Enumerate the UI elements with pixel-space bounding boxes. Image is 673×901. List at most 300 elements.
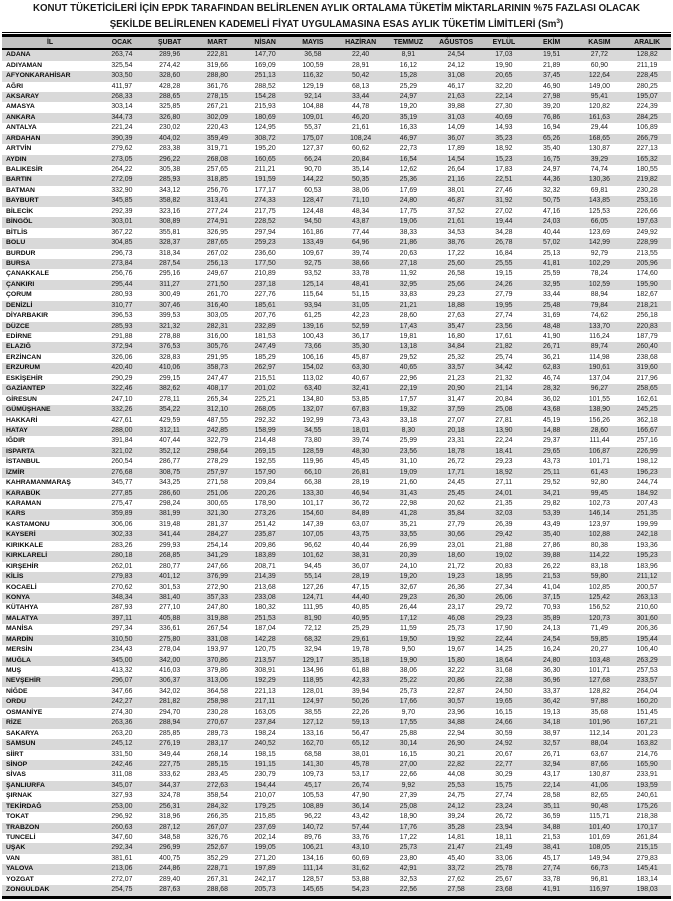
column-header: MART bbox=[194, 36, 242, 50]
value-cell: 24,50 bbox=[495, 687, 513, 695]
value-cell: 120,75 bbox=[254, 646, 276, 654]
value-cell: 39,20 bbox=[543, 103, 561, 111]
value-cell: 127,68 bbox=[588, 677, 610, 685]
value-cell: 20,83 bbox=[495, 562, 513, 570]
value-cell: 43,42 bbox=[352, 813, 370, 821]
table-row bbox=[2, 791, 671, 801]
value-cell: 268,05 bbox=[254, 406, 276, 414]
value-cell: 187,79 bbox=[636, 333, 658, 341]
province-cell: SİİRT bbox=[6, 750, 24, 758]
value-cell: 260,63 bbox=[111, 823, 133, 831]
value-cell: 276,19 bbox=[159, 740, 181, 748]
value-cell: 21,89 bbox=[543, 61, 561, 69]
value-cell: 134,80 bbox=[302, 395, 324, 403]
value-cell: 46,87 bbox=[447, 197, 465, 205]
value-cell: 63,40 bbox=[304, 385, 322, 393]
value-cell: 79,84 bbox=[590, 301, 608, 309]
value-cell: 215,93 bbox=[254, 103, 276, 111]
value-cell: 185,61 bbox=[254, 301, 276, 309]
value-cell: 50,35 bbox=[352, 176, 370, 184]
value-cell: 269,15 bbox=[254, 447, 276, 455]
column-header: EYLÜL bbox=[480, 36, 528, 50]
value-cell: 271,50 bbox=[206, 280, 228, 288]
value-cell: 114,22 bbox=[589, 552, 610, 560]
value-cell: 205,73 bbox=[254, 886, 276, 894]
value-cell: 381,61 bbox=[111, 854, 133, 862]
value-cell: 257,16 bbox=[636, 437, 658, 445]
value-cell: 263,29 bbox=[636, 656, 658, 664]
value-cell: 106,16 bbox=[302, 353, 324, 361]
value-cell: 36,58 bbox=[304, 51, 322, 59]
value-cell: 19,90 bbox=[399, 656, 417, 664]
table-row bbox=[2, 624, 671, 634]
table-row bbox=[2, 718, 671, 728]
value-cell: 178,90 bbox=[254, 500, 276, 508]
value-cell: 31,62 bbox=[352, 865, 370, 873]
table-row bbox=[2, 457, 671, 467]
value-cell: 272,63 bbox=[206, 781, 228, 789]
value-cell: 325,54 bbox=[111, 61, 133, 69]
value-cell: 115,64 bbox=[302, 291, 324, 299]
value-cell: 344,73 bbox=[111, 113, 133, 121]
value-cell: 96,81 bbox=[590, 875, 608, 883]
value-cell: 268,33 bbox=[111, 92, 133, 100]
value-cell: 128,47 bbox=[302, 197, 324, 205]
value-cell: 29,65 bbox=[543, 447, 561, 455]
value-cell: 397,11 bbox=[111, 614, 133, 622]
value-cell: 17,66 bbox=[399, 698, 417, 706]
value-cell: 18,64 bbox=[495, 656, 513, 664]
value-cell: 108,89 bbox=[302, 802, 324, 810]
value-cell: 55,14 bbox=[304, 573, 322, 581]
value-cell: 206,36 bbox=[636, 625, 658, 633]
value-cell: 106,87 bbox=[588, 447, 610, 455]
value-cell: 295,16 bbox=[159, 270, 181, 278]
value-cell: 21,47 bbox=[447, 844, 465, 852]
value-cell: 213,55 bbox=[636, 249, 658, 257]
value-cell: 319,88 bbox=[206, 614, 228, 622]
value-cell: 33,78 bbox=[543, 875, 561, 883]
value-cell: 167,21 bbox=[636, 719, 658, 727]
value-cell: 105,53 bbox=[302, 792, 324, 800]
value-cell: 129,17 bbox=[302, 656, 324, 664]
value-cell: 70,93 bbox=[543, 604, 561, 612]
value-cell: 328,60 bbox=[159, 72, 181, 80]
value-cell: 22,14 bbox=[543, 781, 561, 789]
value-cell: 217,75 bbox=[254, 207, 276, 215]
value-cell: 27,62 bbox=[447, 875, 465, 883]
value-cell: 35,47 bbox=[447, 322, 465, 330]
value-cell: 56,47 bbox=[352, 729, 370, 737]
value-cell: 101,55 bbox=[588, 395, 610, 403]
value-cell: 29,72 bbox=[495, 604, 513, 612]
value-cell: 22,40 bbox=[352, 51, 370, 59]
province-cell: VAN bbox=[6, 854, 20, 862]
value-cell: 106,89 bbox=[636, 124, 658, 132]
value-cell: 26,06 bbox=[495, 593, 513, 601]
province-cell: ÇANAKKALE bbox=[6, 270, 50, 278]
value-cell: 8,91 bbox=[401, 51, 416, 59]
value-cell: 287,65 bbox=[206, 239, 228, 247]
value-cell: 191,59 bbox=[254, 176, 276, 184]
value-cell: 310,50 bbox=[111, 635, 133, 643]
value-cell: 44,40 bbox=[352, 593, 370, 601]
column-header: AĞUSTOS bbox=[432, 36, 480, 50]
table-row bbox=[2, 854, 671, 864]
value-cell: 45,17 bbox=[543, 854, 561, 862]
value-cell: 180,32 bbox=[254, 604, 276, 612]
value-cell: 193,97 bbox=[206, 646, 228, 654]
table-header bbox=[2, 36, 671, 50]
value-cell: 29,23 bbox=[495, 614, 513, 622]
value-cell: 147,70 bbox=[254, 51, 276, 59]
value-cell: 19,51 bbox=[543, 51, 561, 59]
value-cell: 25,66 bbox=[447, 280, 465, 288]
value-cell: 244,86 bbox=[159, 865, 181, 873]
value-cell: 36,14 bbox=[352, 802, 370, 810]
value-cell: 9,92 bbox=[401, 781, 416, 789]
value-cell: 291,95 bbox=[206, 353, 228, 361]
value-cell: 285,85 bbox=[159, 729, 181, 737]
value-cell: 20,27 bbox=[590, 646, 608, 654]
value-cell: 22,77 bbox=[495, 760, 513, 768]
province-cell: KARABÜK bbox=[6, 489, 41, 497]
value-cell: 303,05 bbox=[206, 312, 228, 320]
value-cell: 429,59 bbox=[159, 416, 181, 424]
value-cell: 242,46 bbox=[111, 760, 133, 768]
value-cell: 487,55 bbox=[206, 416, 228, 424]
value-cell: 235,87 bbox=[254, 531, 276, 539]
value-cell: 109,73 bbox=[302, 771, 324, 779]
value-cell: 20,62 bbox=[447, 500, 465, 508]
value-cell: 133,30 bbox=[302, 489, 324, 497]
value-cell: 27,07 bbox=[447, 416, 465, 424]
value-cell: 21,63 bbox=[447, 92, 465, 100]
value-cell: 142,28 bbox=[254, 635, 276, 643]
value-cell: 113,02 bbox=[302, 374, 324, 382]
value-cell: 125,14 bbox=[302, 280, 324, 288]
value-cell: 101,40 bbox=[588, 823, 610, 831]
table-row bbox=[2, 645, 671, 655]
table-row bbox=[2, 541, 671, 551]
value-cell: 45,40 bbox=[447, 854, 465, 862]
value-cell: 46,94 bbox=[352, 489, 370, 497]
value-cell: 88,04 bbox=[590, 740, 608, 748]
value-cell: 74,74 bbox=[590, 166, 608, 174]
value-cell: 321,32 bbox=[159, 322, 181, 330]
value-cell: 288,65 bbox=[159, 92, 181, 100]
value-cell: 215,85 bbox=[254, 813, 276, 821]
value-cell: 266,35 bbox=[206, 813, 228, 821]
value-cell: 420,40 bbox=[111, 364, 133, 372]
value-cell: 244,74 bbox=[636, 479, 658, 487]
value-cell: 23,56 bbox=[399, 447, 417, 455]
value-cell: 130,87 bbox=[588, 145, 610, 153]
value-cell: 221,24 bbox=[111, 124, 133, 132]
province-cell: ESKİŞEHİR bbox=[6, 374, 43, 382]
table-row bbox=[2, 530, 671, 540]
value-cell: 283,38 bbox=[159, 145, 181, 153]
value-cell: 228,99 bbox=[636, 239, 658, 247]
table-row bbox=[2, 196, 671, 206]
value-cell: 17,57 bbox=[399, 395, 417, 403]
value-cell: 60,69 bbox=[352, 854, 370, 862]
value-cell: 364,58 bbox=[206, 687, 228, 695]
value-cell: 233,91 bbox=[636, 771, 658, 779]
value-cell: 32,94 bbox=[543, 760, 561, 768]
value-cell: 247,80 bbox=[206, 604, 228, 612]
value-cell: 27,39 bbox=[399, 792, 417, 800]
value-cell: 32,41 bbox=[352, 385, 370, 393]
value-cell: 226,99 bbox=[636, 447, 658, 455]
value-cell: 25,32 bbox=[447, 353, 465, 361]
value-cell: 54,23 bbox=[352, 886, 370, 894]
value-cell: 162,70 bbox=[302, 740, 324, 748]
value-cell: 123,97 bbox=[588, 520, 610, 528]
value-cell: 48,30 bbox=[352, 447, 370, 455]
value-cell: 53,39 bbox=[543, 510, 561, 518]
province-cell: KİLİS bbox=[6, 573, 24, 581]
value-cell: 26,64 bbox=[447, 166, 465, 174]
value-cell: 100,43 bbox=[302, 333, 324, 341]
value-cell: 93,52 bbox=[304, 270, 322, 278]
value-cell: 133,70 bbox=[588, 322, 610, 330]
value-cell: 23,01 bbox=[447, 541, 465, 549]
value-cell: 263,74 bbox=[111, 51, 133, 59]
value-cell: 182,67 bbox=[636, 291, 658, 299]
column-header: NİSAN bbox=[241, 36, 289, 50]
value-cell: 183,89 bbox=[254, 552, 276, 560]
province-cell: ARDAHAN bbox=[6, 134, 41, 142]
value-cell: 38,97 bbox=[543, 729, 561, 737]
value-cell: 312,11 bbox=[159, 426, 180, 434]
value-cell: 22,73 bbox=[399, 145, 417, 153]
value-cell: 311,27 bbox=[159, 280, 180, 288]
value-cell: 227,75 bbox=[159, 760, 181, 768]
value-cell: 17,83 bbox=[495, 166, 513, 174]
title-line-1: KONUT TÜKETİCİLERİ İÇİN EPDK TARAFINDAN BELİRLENEN AYLIK ORTALAMA TÜKETİM MİKTARLARININ %75 FAZLASI OLACAK bbox=[32, 3, 641, 14]
value-cell: 21,23 bbox=[447, 374, 465, 382]
value-cell: 50,42 bbox=[352, 72, 370, 80]
value-cell: 361,76 bbox=[206, 82, 228, 90]
value-cell: 22,19 bbox=[399, 385, 417, 393]
value-cell: 209,84 bbox=[254, 479, 276, 487]
province-cell: ŞANLIURFA bbox=[6, 781, 45, 789]
value-cell: 20,84 bbox=[495, 395, 513, 403]
value-cell: 27,63 bbox=[447, 312, 465, 320]
value-cell: 36,07 bbox=[352, 562, 370, 570]
table-row bbox=[2, 280, 671, 290]
value-cell: 18,60 bbox=[447, 552, 465, 560]
value-cell: 108,05 bbox=[588, 844, 610, 852]
value-cell: 92,75 bbox=[304, 259, 322, 267]
value-cell: 180,55 bbox=[636, 166, 658, 174]
value-cell: 162,61 bbox=[636, 395, 658, 403]
value-cell: 127,26 bbox=[302, 583, 324, 591]
value-cell: 25,53 bbox=[447, 781, 465, 789]
value-cell: 308,89 bbox=[159, 218, 181, 226]
table-row bbox=[2, 770, 671, 780]
value-cell: 22,38 bbox=[495, 677, 513, 685]
value-cell: 322,46 bbox=[111, 385, 133, 393]
table-row bbox=[2, 781, 671, 791]
province-cell: ORDU bbox=[6, 698, 27, 706]
value-cell: 32,53 bbox=[399, 875, 417, 883]
value-cell: 25,08 bbox=[399, 802, 417, 810]
value-cell: 322,79 bbox=[206, 437, 228, 445]
value-cell: 194,44 bbox=[254, 781, 276, 789]
province-cell: OSMANİYE bbox=[6, 708, 43, 716]
value-cell: 328,83 bbox=[159, 353, 181, 361]
value-cell: 233,57 bbox=[636, 677, 658, 685]
value-cell: 44,78 bbox=[352, 103, 370, 111]
column-header: MAYIS bbox=[289, 36, 337, 50]
value-cell: 18,92 bbox=[495, 145, 513, 153]
value-cell: 273,26 bbox=[254, 510, 276, 518]
value-cell: 284,27 bbox=[206, 531, 228, 539]
value-cell: 191,15 bbox=[254, 760, 276, 768]
column-header: İL bbox=[2, 36, 98, 50]
value-cell: 42,91 bbox=[399, 865, 417, 873]
value-cell: 31,43 bbox=[399, 489, 417, 497]
province-cell: BİLECİK bbox=[6, 207, 34, 215]
value-cell: 256,31 bbox=[159, 802, 181, 810]
value-cell: 36,96 bbox=[543, 677, 561, 685]
value-cell: 40,65 bbox=[399, 364, 417, 372]
value-cell: 36,30 bbox=[543, 667, 561, 675]
value-cell: 39,88 bbox=[447, 103, 465, 111]
province-cell: TEKİRDAĞ bbox=[6, 802, 42, 810]
value-cell: 33,57 bbox=[447, 364, 465, 372]
value-cell: 295,44 bbox=[111, 280, 133, 288]
value-cell: 140,72 bbox=[302, 823, 324, 831]
value-cell: 36,59 bbox=[543, 813, 561, 821]
province-cell: UŞAK bbox=[6, 844, 26, 852]
value-cell: 283,45 bbox=[206, 771, 228, 779]
table-row bbox=[2, 144, 671, 154]
value-cell: 336,61 bbox=[159, 625, 181, 633]
value-cell: 396,53 bbox=[111, 312, 133, 320]
value-cell: 237,18 bbox=[254, 280, 276, 288]
value-cell: 25,08 bbox=[495, 406, 513, 414]
province-cell: GAZİANTEP bbox=[6, 385, 46, 393]
value-cell: 32,94 bbox=[304, 646, 322, 654]
value-cell: 94,50 bbox=[304, 218, 322, 226]
value-cell: 292,32 bbox=[254, 416, 276, 424]
value-cell: 61,88 bbox=[352, 667, 370, 675]
value-cell: 129,19 bbox=[302, 82, 324, 90]
value-cell: 30,14 bbox=[399, 740, 417, 748]
table-row bbox=[2, 499, 671, 509]
value-cell: 288,00 bbox=[111, 426, 133, 434]
table-row bbox=[2, 802, 671, 812]
table-row bbox=[2, 739, 671, 749]
value-cell: 22,66 bbox=[399, 771, 417, 779]
title-line-2: ŞEKİLDE BELİRLENEN KADEMELİ FİYAT UYGULAMASINA ESAS AYLIK TÜKETİM LİMİTLERİ (Sm$^3$) bbox=[109, 18, 564, 31]
value-cell: 285,93 bbox=[159, 176, 181, 184]
value-cell: 46,74 bbox=[543, 374, 561, 382]
value-cell: 26,58 bbox=[447, 270, 465, 278]
value-cell: 145,65 bbox=[302, 886, 324, 894]
value-cell: 36,21 bbox=[543, 353, 561, 361]
value-cell: 277,24 bbox=[206, 207, 228, 215]
value-cell: 342,00 bbox=[159, 656, 181, 664]
value-cell: 288,68 bbox=[206, 886, 228, 894]
value-cell: 290,29 bbox=[111, 374, 133, 382]
value-cell: 66,10 bbox=[304, 468, 322, 476]
value-cell: 154,28 bbox=[254, 92, 276, 100]
value-cell: 228,52 bbox=[254, 218, 276, 226]
value-cell: 23,56 bbox=[495, 322, 513, 330]
value-cell: 17,03 bbox=[495, 51, 513, 59]
value-cell: 274,33 bbox=[254, 197, 276, 205]
header-row bbox=[2, 36, 671, 50]
value-cell: 124,97 bbox=[302, 698, 324, 706]
value-cell: 128,57 bbox=[302, 875, 324, 883]
value-cell: 102,59 bbox=[588, 280, 610, 288]
value-cell: 161,63 bbox=[588, 113, 610, 121]
value-cell: 266,79 bbox=[636, 134, 658, 142]
value-cell: 297,34 bbox=[111, 625, 133, 633]
value-cell: 46,97 bbox=[399, 134, 417, 142]
value-cell: 247,49 bbox=[254, 343, 276, 351]
value-cell: 25,88 bbox=[399, 729, 417, 737]
value-cell: 19,23 bbox=[447, 573, 465, 581]
value-cell: 22,24 bbox=[495, 437, 513, 445]
table-row bbox=[2, 812, 671, 822]
value-cell: 324,78 bbox=[159, 792, 181, 800]
value-cell: 299,93 bbox=[159, 541, 181, 549]
province-cell: AFYONKARAHİSAR bbox=[6, 72, 71, 80]
value-cell: 208,71 bbox=[254, 562, 276, 570]
value-cell: 252,67 bbox=[206, 844, 228, 852]
value-cell: 227,76 bbox=[254, 291, 276, 299]
value-cell: 257,53 bbox=[636, 667, 658, 675]
value-cell: 259,23 bbox=[254, 239, 276, 247]
value-cell: 26,81 bbox=[352, 468, 370, 476]
value-cell: 27,74 bbox=[543, 865, 561, 873]
value-cell: 328,37 bbox=[159, 239, 181, 247]
value-cell: 93,94 bbox=[304, 301, 322, 309]
value-cell: 66,24 bbox=[304, 155, 322, 163]
value-cell: 17,89 bbox=[447, 145, 465, 153]
province-cell: TOKAT bbox=[6, 813, 29, 821]
value-cell: 247,66 bbox=[206, 562, 228, 570]
value-cell: 24,54 bbox=[447, 51, 465, 59]
province-cell: RİZE bbox=[6, 719, 22, 727]
value-cell: 296,99 bbox=[159, 844, 181, 852]
value-cell: 390,39 bbox=[111, 134, 133, 142]
value-cell: 26,90 bbox=[447, 740, 465, 748]
value-cell: 25,29 bbox=[352, 625, 370, 633]
value-cell: 149,94 bbox=[588, 854, 610, 862]
value-cell: 358,54 bbox=[206, 792, 228, 800]
value-cell: 41,06 bbox=[590, 781, 608, 789]
value-cell: 46,08 bbox=[447, 614, 465, 622]
province-cell: GÜMÜŞHANE bbox=[6, 406, 51, 414]
value-cell: 101,96 bbox=[588, 719, 610, 727]
value-cell: 251,35 bbox=[636, 510, 658, 518]
value-cell: 300,49 bbox=[159, 291, 181, 299]
table-row bbox=[2, 666, 671, 676]
province-cell: AYDIN bbox=[6, 155, 27, 163]
value-cell: 326,80 bbox=[159, 113, 181, 121]
value-cell: 17,22 bbox=[399, 834, 417, 842]
value-cell: 29,37 bbox=[543, 437, 561, 445]
province-cell: DÜZCE bbox=[6, 322, 30, 330]
value-cell: 202,14 bbox=[254, 834, 276, 842]
value-cell: 22,98 bbox=[399, 500, 417, 508]
